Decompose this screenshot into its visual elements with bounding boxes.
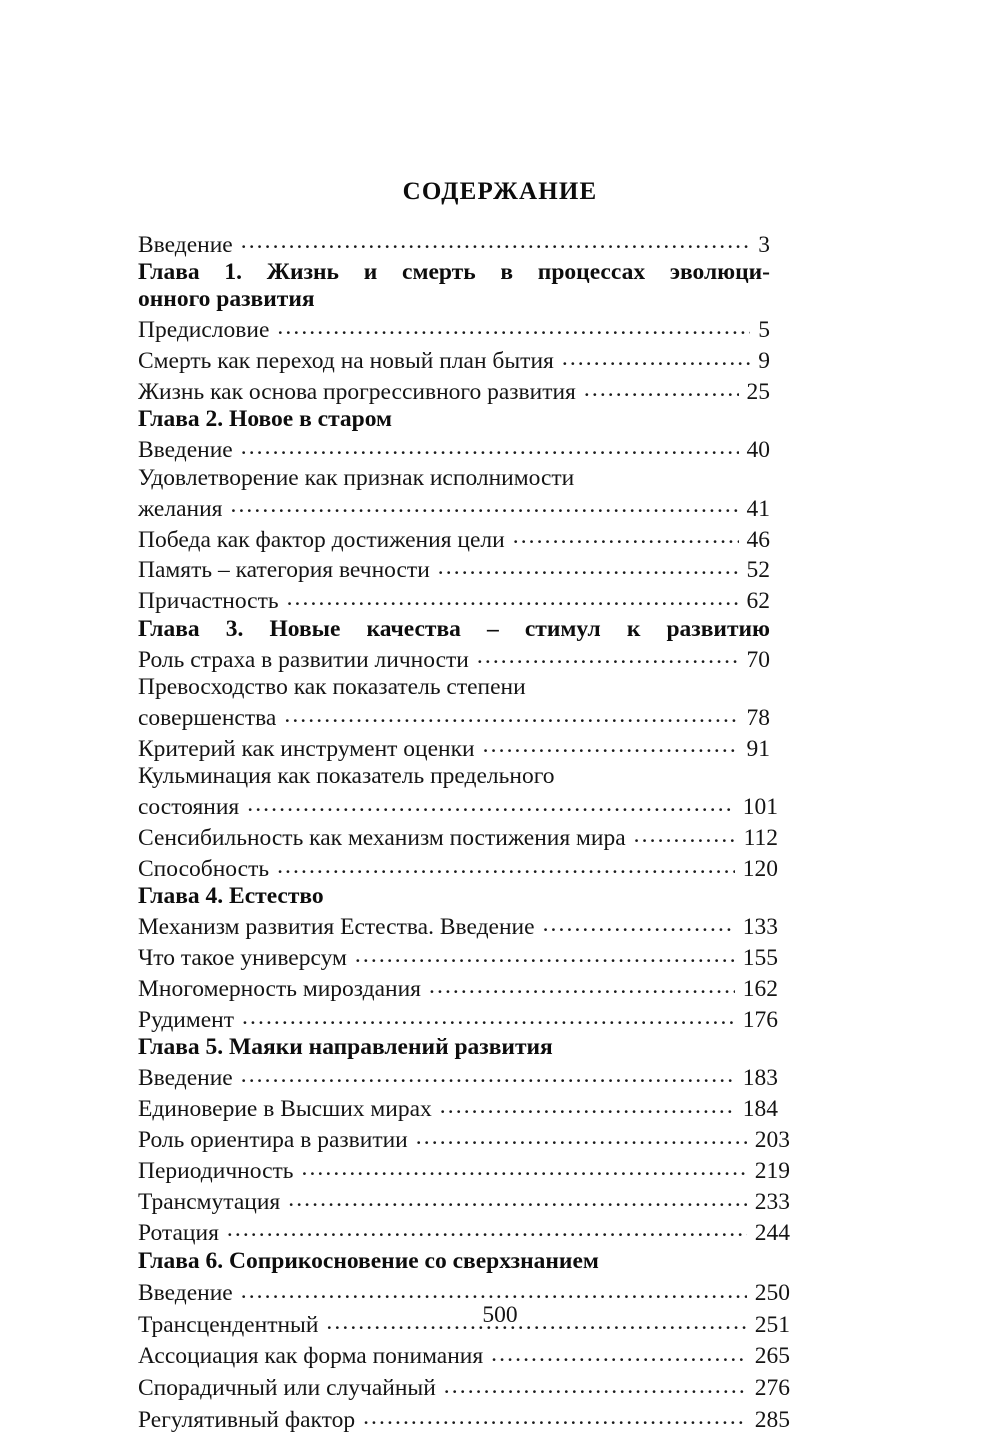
- toc-entry[interactable]: [138, 732, 770, 763]
- toc-chapter-heading: Глава 4. Естество: [138, 883, 324, 910]
- toc-entry-label: Спорадичный или случайный: [138, 1375, 436, 1402]
- toc-entry[interactable]: [138, 1155, 790, 1186]
- toc-entry[interactable]: [138, 1372, 790, 1404]
- toc-entry[interactable]: [138, 911, 778, 942]
- dot-leader: [241, 1277, 747, 1301]
- toc-chapter-heading: Глава 5. Маяки направлений развития: [138, 1034, 553, 1061]
- toc-entry-page-number: 276: [754, 1375, 790, 1402]
- toc-entry-label: Смерть как переход на новый план бытия: [138, 348, 554, 375]
- page-title: СОДЕРЖАНИЕ: [402, 178, 598, 205]
- dot-leader: [429, 973, 735, 997]
- page-folio: 500: [482, 1302, 518, 1328]
- dot-leader: [584, 376, 739, 400]
- dot-leader: [230, 492, 738, 516]
- toc-entry[interactable]: [138, 314, 770, 345]
- dot-leader: [483, 732, 739, 756]
- toc-entry-page-number: 251: [754, 1311, 790, 1338]
- toc-entry[interactable]: [138, 376, 770, 407]
- toc-entry-label: Рудимент: [138, 1007, 235, 1034]
- toc-entry-page-number: 184: [742, 1096, 778, 1123]
- toc-entry-label: Предисловие: [138, 317, 270, 344]
- dot-leader: [288, 1186, 747, 1210]
- toc-entry[interactable]: [138, 1340, 790, 1372]
- toc-entry-page-number: 25: [746, 379, 770, 406]
- dot-leader: [242, 1004, 735, 1028]
- toc-entry-label: Память – категория вечности: [138, 557, 430, 584]
- toc-entry[interactable]: [138, 973, 778, 1004]
- toc-chapter-heading: Глава 3. Новые качества – стимул к развитию: [138, 615, 770, 642]
- toc-chapter-heading: онного развития: [138, 286, 315, 313]
- dot-leader: [287, 585, 739, 609]
- toc-entry-page-number: 91: [746, 735, 770, 762]
- toc-entry[interactable]: [138, 1062, 778, 1093]
- toc-entry-page-number: 112: [743, 825, 778, 852]
- toc-entry-label: Введение: [138, 1065, 233, 1092]
- dot-leader: [247, 791, 735, 815]
- toc-entry-page-number: 78: [746, 705, 770, 731]
- toc-entry-page-number: 133: [742, 914, 778, 941]
- toc-entry-wrapped-line: Превосходство как показатель степени: [138, 674, 526, 701]
- toc-entry-wrapped-line: Кульминация как показатель предельного: [138, 763, 555, 790]
- toc-entry-label: Роль ориентира в развитии: [138, 1127, 408, 1154]
- dot-leader: [491, 1340, 747, 1364]
- toc-entry-page-number: 5: [758, 317, 770, 344]
- toc-entry[interactable]: [138, 822, 778, 853]
- toc-entry-page-number: 265: [754, 1343, 790, 1370]
- toc-entry[interactable]: [138, 585, 770, 616]
- toc-entry[interactable]: [138, 523, 770, 554]
- toc-entry-label: совершенства: [138, 705, 277, 731]
- toc-entry-page-number: 70: [746, 646, 770, 673]
- toc-upper-block: [138, 228, 798, 1247]
- toc-entry-label: Ассоциация как форма понимания: [138, 1343, 484, 1370]
- toc-entry-page-number: 183: [742, 1065, 778, 1092]
- table-of-contents: [138, 228, 798, 1435]
- toc-entry-label: Сенсибильность как механизм постижения мира: [138, 825, 626, 852]
- dot-leader: [301, 1155, 746, 1179]
- dot-leader: [543, 911, 735, 935]
- toc-entry[interactable]: [138, 1186, 790, 1217]
- toc-entry-page-number: 3: [758, 231, 770, 258]
- toc-entry-label: Периодичность: [138, 1158, 294, 1185]
- toc-entry[interactable]: [138, 434, 770, 465]
- toc-entry-label: Введение: [138, 1280, 233, 1307]
- toc-chapter-heading: Глава 2. Новое в старом: [138, 406, 393, 433]
- dot-leader: [241, 434, 739, 458]
- toc-entry-label: Что такое универсум: [138, 945, 347, 972]
- toc-entry-page-number: 176: [742, 1007, 778, 1034]
- dot-leader: [355, 942, 735, 966]
- dot-leader: [440, 1093, 735, 1117]
- dot-leader: [277, 314, 750, 338]
- toc-entry[interactable]: [138, 228, 770, 259]
- toc-entry-label: Регулятивный фактор: [138, 1406, 356, 1433]
- toc-entry-page-number: 244: [754, 1219, 790, 1246]
- toc-entry-page-number: 9: [758, 348, 770, 375]
- toc-entry-page-number: 233: [754, 1189, 790, 1215]
- toc-entry-page-number: 285: [754, 1406, 790, 1433]
- toc-entry-wrapped-line: Удовлетворение как признак исполнимости: [138, 464, 575, 491]
- dot-leader: [438, 554, 739, 578]
- toc-entry-label: состояния: [138, 794, 240, 821]
- toc-entry[interactable]: [138, 853, 778, 884]
- toc-entry-label: Роль страха в развитии личности: [138, 646, 469, 673]
- dot-leader: [227, 1216, 747, 1240]
- toc-entry[interactable]: [138, 1403, 790, 1435]
- toc-entry-label: Механизм развития Естества. Введение: [138, 914, 535, 941]
- toc-entry-label: Жизнь как основа прогрессивного развития: [138, 379, 576, 406]
- toc-entry[interactable]: [138, 942, 778, 973]
- toc-entry-label: Многомерность мироздания: [138, 976, 421, 1003]
- toc-entry[interactable]: [138, 702, 770, 733]
- toc-entry-label: Введение: [138, 231, 233, 258]
- toc-entry-label: Способность: [138, 856, 270, 883]
- dot-leader: [284, 702, 738, 726]
- toc-entry-label: Трансмутация: [138, 1189, 281, 1215]
- toc-entry[interactable]: [138, 1216, 790, 1247]
- dot-leader: [277, 853, 735, 877]
- toc-chapter-heading: Глава 1. Жизнь и смерть в процессах эволюци-: [138, 258, 770, 285]
- toc-entry[interactable]: [138, 643, 770, 674]
- toc-entry[interactable]: [138, 1004, 778, 1035]
- toc-entry-page-number: 155: [742, 945, 778, 972]
- toc-entry[interactable]: [138, 554, 770, 585]
- toc-entry[interactable]: [138, 345, 770, 376]
- dot-leader: [241, 1062, 735, 1086]
- dot-leader: [363, 1403, 747, 1427]
- toc-entry-label: Введение: [138, 437, 233, 464]
- toc-entry-page-number: 120: [742, 856, 778, 883]
- dot-leader: [444, 1372, 747, 1396]
- toc-entry-label: Трансцендентный: [138, 1311, 319, 1338]
- toc-entry-page-number: 40: [746, 437, 770, 464]
- dot-leader: [416, 1124, 747, 1148]
- toc-entry[interactable]: [138, 791, 778, 822]
- toc-entry-page-number: 62: [746, 588, 770, 615]
- dot-leader: [241, 228, 751, 252]
- toc-entry-page-number: 203: [754, 1127, 790, 1154]
- dot-leader: [634, 822, 736, 846]
- toc-entry-page-number: 250: [754, 1280, 790, 1307]
- dot-leader: [477, 643, 739, 667]
- dot-leader: [513, 523, 739, 547]
- toc-entry-page-number: 46: [746, 526, 770, 553]
- toc-entry-label: Победа как фактор достижения цели: [138, 526, 505, 553]
- toc-entry-page-number: 162: [742, 976, 778, 1003]
- toc-entry-page-number: 101: [742, 794, 778, 821]
- toc-entry-label: Причастность: [138, 588, 279, 615]
- toc-entry-page-number: 52: [746, 557, 770, 584]
- toc-entry-label: Единоверие в Высших мирах: [138, 1096, 432, 1123]
- toc-lower-block: [138, 1247, 798, 1435]
- toc-entry-label: желания: [138, 495, 223, 522]
- dot-leader: [562, 345, 750, 369]
- toc-entry-label: Ротация: [138, 1219, 219, 1246]
- toc-entry[interactable]: [138, 492, 770, 523]
- toc-entry[interactable]: [138, 1124, 790, 1155]
- toc-entry[interactable]: [138, 1093, 778, 1124]
- toc-chapter-heading: Глава 6. Соприкосновение со сверхзнанием: [138, 1248, 599, 1275]
- toc-entry-page-number: 219: [754, 1158, 790, 1185]
- toc-entry-label: Критерий как инструмент оценки: [138, 735, 475, 762]
- toc-entry-page-number: 41: [746, 495, 770, 522]
